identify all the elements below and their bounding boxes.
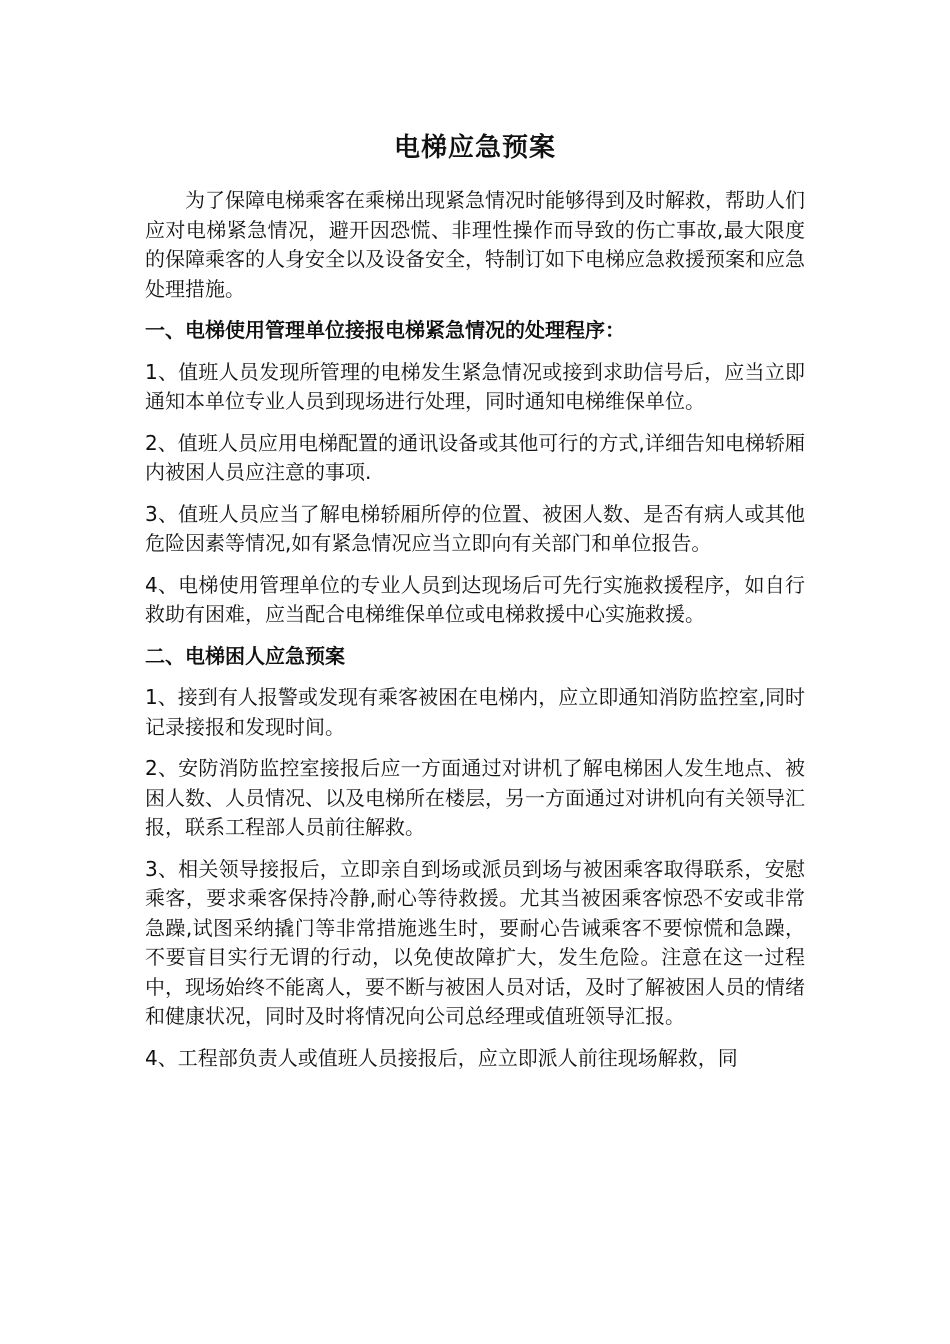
intro-paragraph: 为了保障电梯乘客在乘梯出现紧急情况时能够得到及时解救，帮助人们应对电梯紧急情况，避开因恐慌、非理性操作而导致的伤亡事故,最大限度的保障乘客的人身安全以及设备安全，特制订如下电梯应急救援预案和应急处理措施。 [145,188,805,301]
section2-item-4: 4、工程部负责人或值班人员接报后，应立即派人前往现场解救，同 [145,1045,738,1070]
section1-item-4: 4、电梯使用管理单位的专业人员到达现场后可先行实施救援程序，如自行救助有困难，应当配合电梯维保单位或电梯救援中心实施救援。 [145,572,805,626]
section2-item-1: 1、接到有人报警或发现有乘客被困在电梯内，应立即通知消防监控室,同时记录接报和发现时间。 [145,685,805,739]
document-title: 电梯应急预案 [393,133,556,163]
section2-item-2: 2、安防消防监控室接报后应一方面通过对讲机了解电梯困人发生地点、被困人数、人员情况、以及电梯所在楼层，另一方面通过对讲机向有关领导汇报，联系工程部人员前往解救。 [145,756,805,839]
section1-item-2: 2、值班人员应用电梯配置的通讯设备或其他可行的方式,详细告知电梯轿厢内被困人员应注意的事项. [145,430,805,484]
section2-item-3: 3、相关领导接报后，立即亲自到场或派员到场与被困乘客取得联系，安慰乘客，要求乘客保持冷静,耐心等待救援。尤其当被困乘客惊恐不安或非常急躁,试图采纳撬门等非常措施逃生时，要耐心告诫乘客不要惊慌和急躁，不要盲目实行无谓的行动，以免使故障扩大，发生危险。注意在这一过程中，现场始终不能离人，要不断与被困人员对话，及时了解被困人员的情绪和健康状况，同时及时将情况向公司总经理或值班领导汇报。 [145,856,805,1028]
document-page [145,128,805,1085]
section-heading-2: 二、电梯困人应急预案 [145,643,345,668]
section1-item-1: 1、值班人员发现所管理的电梯发生紧急情况或接到求助信号后，应当立即通知本单位专业人员到现场进行处理，同时通知电梯维保单位。 [145,359,805,413]
section-heading-1: 一、电梯使用管理单位接报电梯紧急情况的处理程序： [145,318,625,342]
section1-item-3: 3、值班人员应当了解电梯轿厢所停的位置、被困人数、是否有病人或其他危险因素等情况,如有紧急情况应当立即向有关部门和单位报告。 [145,501,805,555]
